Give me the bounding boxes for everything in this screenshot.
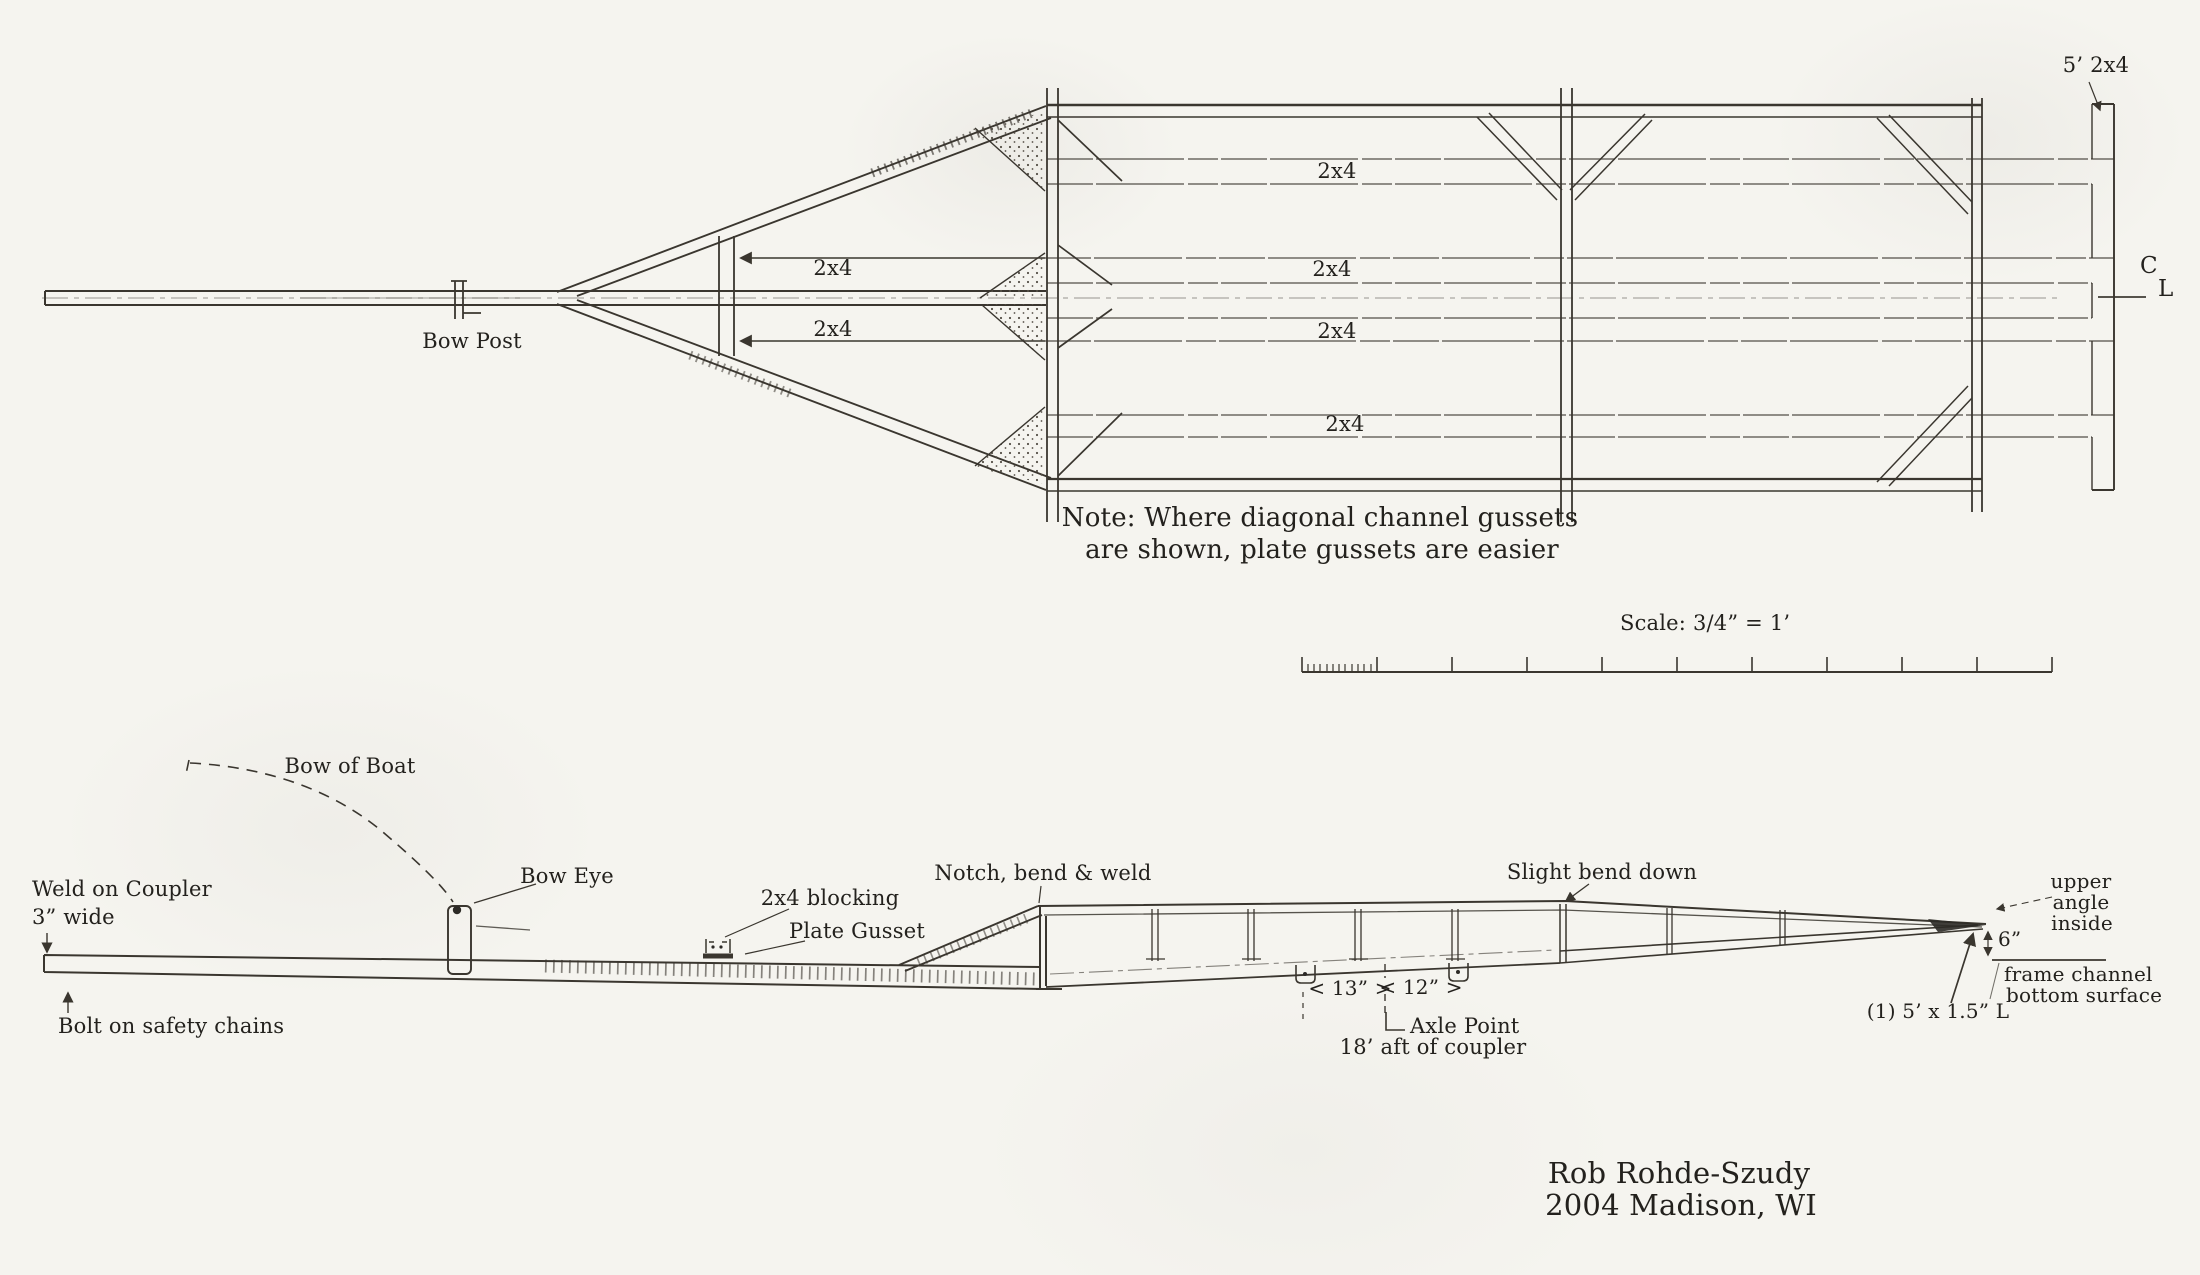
label-frame-channel-1: frame channel xyxy=(2004,962,2153,986)
front-cross-member xyxy=(1047,88,1058,522)
aframe-lower-leg xyxy=(557,300,1051,490)
label-axle-point: Axle Point xyxy=(1410,1014,1520,1038)
label-span-12: < 12” > xyxy=(1379,975,1463,999)
mid-braces xyxy=(1477,113,1652,200)
label-tongue-2x4-upper: 2x4 xyxy=(813,256,853,280)
boat-bow-curve xyxy=(186,760,453,902)
rear-braces xyxy=(1877,115,1972,486)
label-bunk-2x4-4: 2x4 xyxy=(1325,412,1365,436)
label-axle-aft: 18’ aft of coupler xyxy=(1339,1035,1527,1059)
aframe-upper-leg xyxy=(557,106,1051,296)
label-tail-height: 6” xyxy=(1998,927,2022,951)
label-bunk-2x4-2: 2x4 xyxy=(1312,257,1352,281)
label-centerline-c: C xyxy=(2140,253,2158,279)
tongue-cross-member xyxy=(719,236,734,356)
label-bunk-2x4-3: 2x4 xyxy=(1317,319,1357,343)
label-rear-board: 5’ 2x4 xyxy=(2062,53,2130,77)
tongue-side xyxy=(44,955,1042,989)
label-weld-on-coupler: Weld on Coupler xyxy=(32,877,212,901)
ramp-hatch xyxy=(918,917,1030,962)
bed-taper xyxy=(1560,925,1983,963)
label-angle-stock: (1) 5’ x 1.5” L xyxy=(1866,999,2010,1023)
bow-post-plan xyxy=(451,281,481,319)
angle-stock-arrow xyxy=(1951,934,1973,1003)
gussets xyxy=(973,112,1045,484)
blocking-leader xyxy=(725,909,789,937)
label-plate-gusset: Plate Gusset xyxy=(788,919,926,943)
note-line-2: are shown, plate gussets are easier xyxy=(1085,535,1559,565)
blocking-detail xyxy=(703,939,733,956)
bow-post-side xyxy=(448,906,471,974)
footer-author: Rob Rohde-Szudy xyxy=(1547,1156,1811,1190)
bed-top-edge xyxy=(1038,901,1986,924)
label-bolt-safety-chains: Bolt on safety chains xyxy=(58,1014,285,1038)
side-view-linework xyxy=(44,760,2106,1030)
tongue-hatch xyxy=(545,966,1036,979)
notch-leader xyxy=(1039,886,1041,903)
axle-corner-mark xyxy=(1386,1012,1405,1030)
label-slight-bend-down: Slight bend down xyxy=(1506,860,1698,884)
label-span-13: < 13” > xyxy=(1308,976,1392,1000)
mid-cross-member xyxy=(1561,88,1572,522)
label-bow-post: Bow Post xyxy=(422,329,522,353)
label-tongue-2x4-lower: 2x4 xyxy=(813,317,853,341)
label-bow-eye: Bow Eye xyxy=(520,864,614,888)
upper-angle-leader xyxy=(1997,897,2052,909)
label-upper-angle-3: inside xyxy=(2051,911,2113,935)
bow-eye-dot xyxy=(453,906,461,914)
label-weld-width: 3” wide xyxy=(32,905,115,929)
label-notch-bend-weld: Notch, bend & weld xyxy=(934,861,1152,885)
label-bow-of-boat: Bow of Boat xyxy=(284,754,416,778)
label-bunk-2x4-1: 2x4 xyxy=(1317,159,1357,183)
bed-front-edge xyxy=(1036,906,1062,989)
label-upper-angle-1: upper xyxy=(2050,869,2112,893)
rear-board-leader xyxy=(2089,82,2100,110)
label-blocking: 2x4 blocking xyxy=(760,886,900,910)
note-line-1: Note: Where diagonal channel gussets xyxy=(1061,503,1579,533)
label-frame-channel-2: bottom surface xyxy=(2006,983,2163,1007)
scale-bar xyxy=(1302,657,2052,672)
scale-label: Scale: 3/4” = 1’ xyxy=(1620,611,1791,635)
slight-bend-leader xyxy=(1566,884,1589,901)
label-centerline-l: L xyxy=(2158,276,2174,302)
rear-cross-member xyxy=(1972,98,1982,512)
top-view-linework xyxy=(42,82,2146,522)
label-upper-angle-2: angle xyxy=(2052,890,2110,914)
footer-credit: 2004 Madison, WI xyxy=(1545,1188,1817,1222)
